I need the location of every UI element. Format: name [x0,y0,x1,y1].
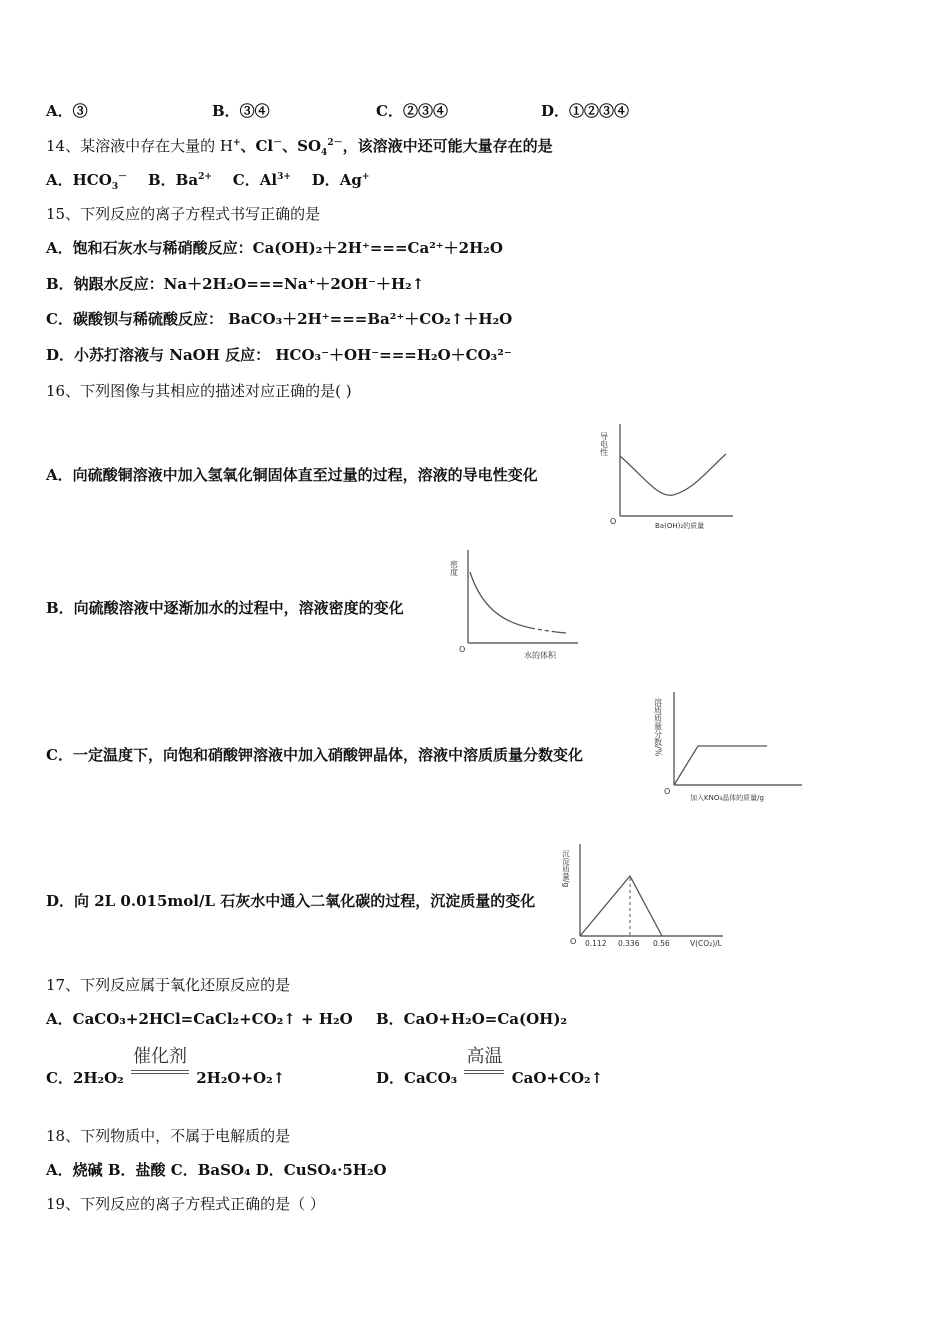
origin-label: O [459,645,466,654]
q13-option-a: A．③ [46,102,88,120]
q13-option-d: D．①②③④ [541,102,630,120]
q16-stem: 16、下列图像与其相应的描述对应正确的是( ) [46,382,352,400]
q16-option-d: D．向 2L 0.015mol/L 石灰水中通入二氧化碳的过程，沉淀质量的变化 [46,892,536,910]
q17-option-b: B．CaO+H₂O=Ca(OH)₂ [376,1010,568,1028]
origin-label: O [570,937,577,946]
q13-option-c: C．②③④ [376,102,448,120]
q16-option-a: A．向硫酸铜溶液中加入氢氧化铜固体直至过量的过程，溶液的导电性变化 [46,466,538,484]
curve-dashed [531,628,556,632]
q15-option-b: B．钠跟水反应：Na＋2H₂O===Na⁺＋2OH⁻＋H₂↑ [46,275,425,293]
curve [674,746,767,785]
figure-d-precipitate-graph [558,838,728,956]
y-label: 溶质质量分数/% [653,698,663,757]
figure-a-conductivity-graph [598,418,738,532]
figure-b-density-graph [446,546,581,664]
y-label: 密度 [449,560,459,576]
x-label: 加入KNO₃晶体的质量/g [690,794,764,802]
q18-stem: 18、下列物质中，不属于电解质的是 [46,1127,291,1145]
q18-options: A．烧碱 B．盐酸 C．BaSO₄ D．CuSO₄·5H₂O [46,1161,387,1179]
q15-option-c: C．碳酸钡与稀硫酸反应： BaCO₃＋2H⁺===Ba²⁺＋CO₂↑＋H₂O [46,310,513,328]
tick-label-0112: 0.112 [585,939,607,948]
q16-option-c: C．一定温度下，向饱和硝酸钾溶液中加入硝酸钾晶体，溶液中溶质质量分数变化 [46,746,583,764]
figure-c-mass-fraction-graph [652,688,810,804]
tick-label-0336: 0.336 [618,939,640,948]
curve [620,454,726,495]
tick-label-056: 0.56 [653,939,670,948]
x-label: Ba(OH)₂的质量 [655,522,705,530]
q13-option-b: B．③④ [212,102,270,120]
q17-option-c: C．2H₂O₂ 催化剂 2H₂O+O₂↑ [46,1046,286,1087]
reaction-condition-catalyst: 催化剂 [131,1069,189,1089]
q17-option-d: D．CaCO₃ 高温 CaO+CO₂↑ [376,1046,604,1087]
x-label: V(CO₂)/L [690,939,722,948]
curve-solid [470,572,531,628]
q15-option-a: A．饱和石灰水与稀硝酸反应：Ca(OH)₂＋2H⁺===Ca²⁺＋2H₂O [46,239,503,257]
q19-stem: 19、下列反应的离子方程式正确的是（ ） [46,1195,325,1213]
origin-label: O [610,517,617,526]
y-label: 沉淀质量/g [561,850,571,888]
q15-option-d: D．小苏打溶液与 NaOH 反应： HCO₃⁻＋OH⁻===H₂O＋CO₃²⁻ [46,346,512,364]
q14-stem: 14、某溶液中存在大量的 H+、Cl－、$SO_4^{2-}$，该溶液中还可能大量存在的是 [46,137,553,158]
q14-options: A．$HCO_3^-$ B．$Ba^{2+}$ C．$Al^{3+}$ D．Ag+ [46,171,370,192]
curve-tail [556,632,566,633]
q17-option-a: A．CaCO₃+2HCl=CaCl₂+CO₂↑ + H₂O [46,1010,353,1028]
reaction-condition-high-temp: 高温 [464,1069,504,1089]
origin-label: O [664,787,671,796]
q15-stem: 15、下列反应的离子方程式书写正确的是 [46,205,321,223]
y-label: 导电性 [599,432,609,456]
x-label: 水的体积 [524,651,556,660]
q17-stem: 17、下列反应属于氧化还原反应的是 [46,976,291,994]
q16-option-b: B．向硫酸溶液中逐渐加水的过程中，溶液密度的变化 [46,599,404,617]
curve [580,876,662,936]
